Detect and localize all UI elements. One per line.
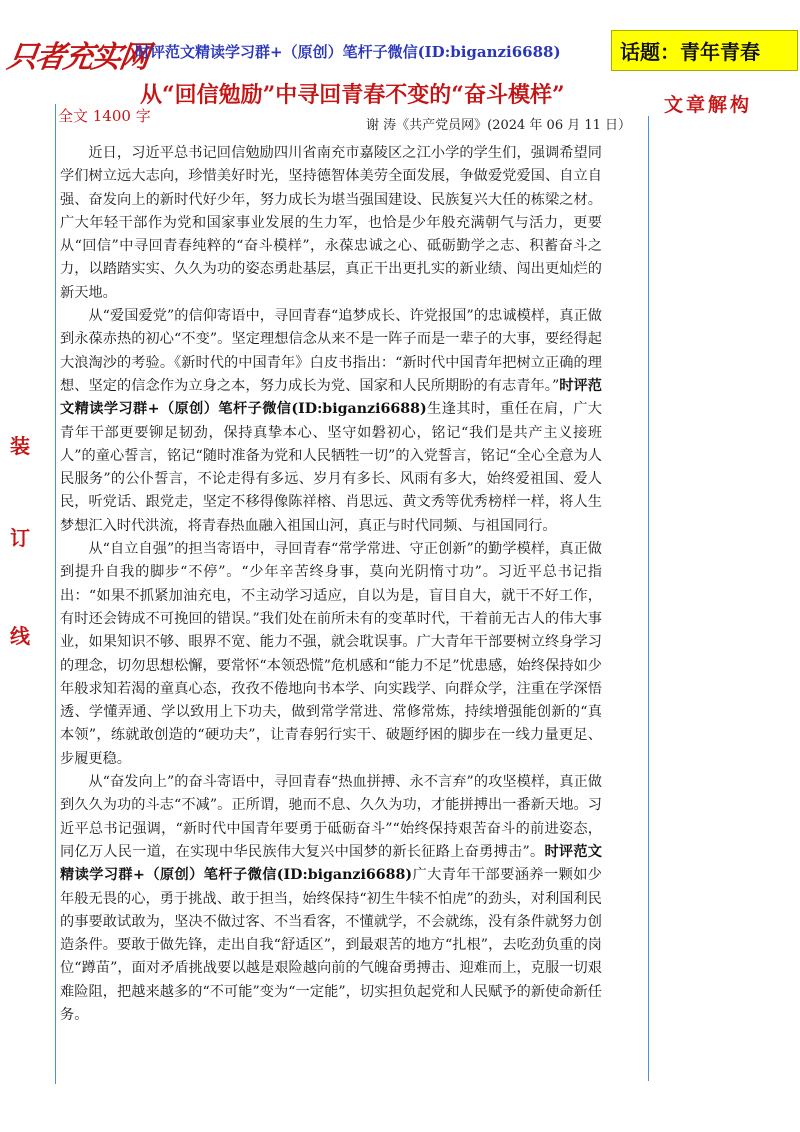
paragraph-4-part-1: 从“奋发向上”的奋斗寄语中，寻回青春“热血拼搏、永不言弃”的攻坚模样，真正做到久久为功的斗志“不减”。正所谓，驰而不息、久久为功，才能拼搏出一番新天地。习近平总书记强调，“新时代中国青年要勇于砥砺奋斗”“始终保持艰苦奋斗的前进姿态，同亿万人民一道，在实现中华民族伟大复兴中国梦的新长征路上奋勇搏击”。	[60, 774, 602, 860]
paragraph-2	[60, 305, 602, 538]
header-contact-line: 时评范文精读学习群+（原创）笔杆子微信(ID:biganzi6688)	[135, 43, 561, 61]
inline-ad: 时评范文精读学习群+（原创）笔杆子微信(ID:biganzi6688)	[60, 843, 602, 884]
binding-char-3: 线	[10, 624, 30, 648]
word-count: 全文 1400 字	[58, 107, 151, 125]
article-body	[60, 142, 602, 1027]
binding-char-1: 装	[10, 434, 30, 458]
paragraph-4-part-2: 广大青年干部要涵养一颗如少年般无畏的心，勇于挑战、敢于担当，始终保持“初生牛犊不怕虎”的劲头，对利国利民的事要敢试敢为，坚决不做过客、不当看客，不懂就学，不会就练，没有条件就努力创造条件。要敢于做先锋，走出自我“舒适区”，到最艰苦的地方“扎根”，去吃劲负重的岗位“蹲苗”，面对矛盾挑战要以越是艰险越向前的气魄奋勇搏击、迎难而上，克服一切艰难险阻，把越来越多的“不可能”变为“一定能”，切实担负起党和人民赋予的新使命新任务。	[60, 867, 602, 1023]
inline-ad: 时评范文精读学习群+（原创）笔杆子微信(ID:biganzi6688)	[60, 377, 602, 418]
paragraph-3: 从“自立自强”的担当寄语中，寻回青春“常学常进、守正创新”的勤学模样，真正做到提升自我的脚步“不停”。“少年辛苦终身事，莫向光阴惰寸功”。习近平总书记指出：“如果不抓紧加油充电，不主动学习适应，自以为是，盲目自大，就干不好工作，有时还会铸成不可挽回的错误。”我们处在前所未有的变革时代，干着前无古人的伟大事业，如果知识不够、眼界不宽、能力不强，就会耽误事。广大青年干部要树立终身学习的理念，切勿思想松懈，要常怀“本领恐慌”危机感和“能力不足”忧患感，始终保持如少年般求知若渴的童真心态，孜孜不倦地向书本学、向实践学、向群众学，注重在学深悟透、学懂弄通、学以致用上下功夫，做到常学常进、常修常炼，持续增强能创新的“真本领”，练就敢创造的“硬功夫”，让青春躬行实干、破题纾困的脚步在一线力量更足、步履更稳。	[60, 541, 602, 767]
paragraph-2-part-2: 生逢其时，重任在肩，广大青年干部更要铆足韧劲，保持真挚本心、坚守如磐初心，铭记“我们是共产主义接班人”的童心誓言，铭记“随时准备为党和人民牺牲一切”的入党誓言，铭记“全心全意为人民服务”的公仆誓言，不论走得有多远、岁月有多长、风雨有多大，始终爱祖国、爱人民，听党话、跟党走，坚定不移得像陈祥榕、肖思远、黄文秀等优秀榜样一样，将人生梦想汇入时代洪流，将青春热血融入祖国山河，真正与时代同频、与祖国同行。	[60, 401, 602, 534]
left-margin-line	[55, 104, 56, 1084]
site-logo: 只者充实网	[5, 40, 150, 75]
topic-badge	[611, 30, 798, 71]
byline: 谢 涛《共产党员网》(2024 年 06 月 11 日）	[366, 118, 632, 133]
binding-char-2: 订	[10, 526, 30, 550]
paragraph-2-part-1: 从“爱国爱党”的信仰寄语中，寻回青春“追梦成长、许党报国”的忠诚模样，真正做到永葆赤热的初心“不变”。坚定理想信念从来不是一阵子而是一辈子的大事，要经得起大浪淘沙的考验。《新时代的中国青年》白皮书指出：“新时代中国青年把树立正确的理想、坚定的信念作为立身之本，努力成长为党、国家和人民所期盼的有志青年。”	[60, 308, 602, 394]
article-title: 从“回信勉励”中寻回青春不变的“奋斗模样”	[140, 82, 565, 108]
topic-text: 话题：青年青春	[620, 40, 760, 64]
paragraph-1: 近日，习近平总书记回信勉励四川省南充市嘉陵区之江小学的学生们，强调希望同学们树立远大志向，珍惜美好时光，坚持德智体美劳全面发展，争做爱党爱国、自立自强、奋发向上的新时代好少年，努力成长为堪当强国建设、民族复兴大任的栋梁之材。广大年轻干部作为党和国家事业发展的生力军，也恰是少年般充满朝气与活力，更要从“回信”中寻回青春纯粹的“奋斗模样”，永葆忠诚之心、砥砺勤学之志、积蓄奋斗之力，以踏踏实实、久久为功的姿态勇赴基层，真正干出更扎实的新业绩、闯出更灿烂的新天地。	[60, 145, 602, 301]
paragraph-4	[60, 771, 602, 1027]
side-label-structure: 文章解构	[664, 94, 753, 116]
right-margin-line	[648, 116, 649, 1081]
